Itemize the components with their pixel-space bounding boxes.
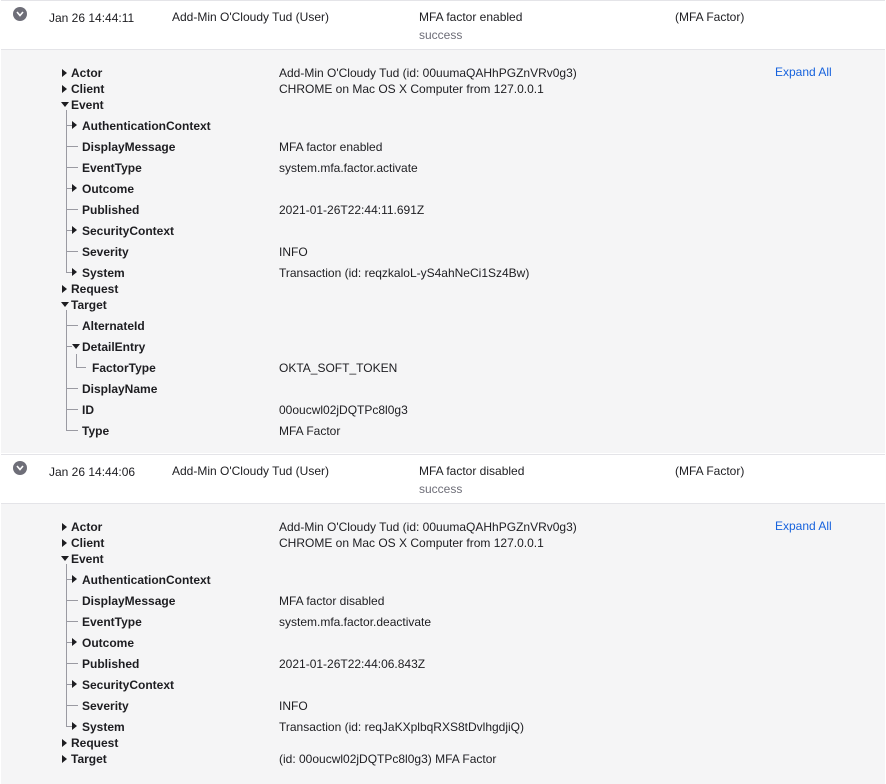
tree-line	[66, 600, 78, 601]
tree-node-display-message: DisplayMessage	[82, 140, 176, 154]
tree-node-system[interactable]: System	[82, 720, 125, 734]
event-row-1[interactable]	[1, 0, 885, 50]
target-id-value: 00oucwl02jDQTPc8l0g3	[279, 403, 408, 417]
tree-node-event-type: EventType	[82, 161, 142, 175]
tree-node-security-context[interactable]: SecurityContext	[82, 224, 175, 238]
triangle-down-icon[interactable]	[72, 344, 80, 349]
event-message: MFA factor enabled	[419, 10, 523, 24]
event-target: (MFA Factor)	[675, 464, 745, 478]
tree-line	[66, 251, 78, 252]
event-row-2[interactable]	[1, 454, 885, 504]
triangle-right-icon[interactable]	[72, 184, 77, 192]
tree-line	[66, 167, 78, 168]
tree-line	[76, 367, 86, 368]
expand-all-link[interactable]: Expand All	[775, 519, 832, 533]
tree-node-authentication-context[interactable]: AuthenticationContext	[82, 119, 211, 133]
event-time: Jan 26 14:44:11	[49, 11, 135, 25]
tree-node-event-type: EventType	[82, 615, 142, 629]
triangle-right-icon[interactable]	[72, 575, 77, 583]
tree-node-client[interactable]: Client	[71, 536, 105, 550]
triangle-right-icon[interactable]	[72, 680, 77, 688]
tree-node-event[interactable]: Event	[71, 552, 104, 566]
actor-value: Add-Min O'Cloudy Tud (id: 00uumaQAHhPGZnVRv0g3)	[279, 66, 577, 80]
tree-node-id: ID	[82, 403, 94, 417]
tree-node-outcome[interactable]: Outcome	[82, 636, 135, 650]
tree-node-target[interactable]: Target	[71, 752, 107, 766]
actor-value: Add-Min O'Cloudy Tud (id: 00uumaQAHhPGZnVRv0g3)	[279, 520, 577, 534]
published-value: 2021-01-26T22:44:06.843Z	[279, 657, 426, 671]
tree-line	[66, 663, 78, 664]
tree-node-severity: Severity	[82, 699, 129, 713]
triangle-right-icon[interactable]	[62, 285, 67, 293]
event-time: Jan 26 14:44:06	[49, 465, 136, 479]
triangle-right-icon[interactable]	[62, 539, 67, 547]
triangle-right-icon[interactable]	[62, 523, 67, 531]
triangle-right-icon[interactable]	[72, 121, 77, 129]
factor-type-value: OKTA_SOFT_TOKEN	[279, 361, 398, 375]
triangle-right-icon[interactable]	[62, 69, 67, 77]
tree-line	[66, 388, 78, 389]
tree-node-outcome[interactable]: Outcome	[82, 182, 135, 196]
event-status: success	[419, 482, 463, 496]
tree-node-alternate-id: AlternateId	[82, 319, 145, 333]
tree-node-type: Type	[82, 424, 110, 438]
triangle-down-icon[interactable]	[61, 556, 69, 561]
tree-line	[66, 209, 78, 210]
tree-line	[66, 325, 78, 326]
tree-line	[76, 354, 77, 368]
event-actor: Add-Min O'Cloudy Tud (User)	[172, 464, 330, 478]
display-message-value: MFA factor enabled	[279, 140, 383, 154]
tree-line	[66, 146, 78, 147]
system-value: Transaction (id: reqJaKXplbqRXS8tDvlhgdjiQ)	[279, 720, 524, 734]
triangle-right-icon[interactable]	[62, 85, 67, 93]
triangle-down-icon[interactable]	[61, 102, 69, 107]
display-message-value: MFA factor disabled	[279, 594, 385, 608]
tree-line	[66, 409, 78, 410]
event-status: success	[419, 28, 463, 42]
tree-line	[66, 564, 67, 727]
tree-node-actor[interactable]: Actor	[71, 66, 103, 80]
tree-node-client[interactable]: Client	[71, 82, 105, 96]
tree-node-published: Published	[82, 657, 140, 671]
tree-node-factor-type: FactorType	[92, 361, 156, 375]
target-summary-value: (id: 00oucwl02jDQTPc8l0g3) MFA Factor	[279, 752, 497, 766]
chevron-down-icon[interactable]	[13, 7, 27, 21]
tree-node-detail-entry[interactable]: DetailEntry	[82, 340, 146, 354]
tree-node-display-message: DisplayMessage	[82, 594, 176, 608]
event-target: (MFA Factor)	[675, 10, 745, 24]
tree-node-display-name: DisplayName	[82, 382, 158, 396]
triangle-right-icon[interactable]	[72, 722, 77, 730]
published-value: 2021-01-26T22:44:11.691Z	[279, 203, 425, 217]
event-actor: Add-Min O'Cloudy Tud (User)	[172, 10, 330, 24]
chevron-down-icon[interactable]	[13, 461, 27, 475]
tree-line	[66, 621, 78, 622]
tree-node-request[interactable]: Request	[71, 736, 119, 750]
tree-line	[66, 310, 67, 431]
triangle-right-icon[interactable]	[72, 268, 77, 276]
triangle-right-icon[interactable]	[62, 755, 67, 763]
triangle-right-icon[interactable]	[62, 739, 67, 747]
triangle-right-icon[interactable]	[72, 638, 77, 646]
system-value: Transaction (id: reqzkaloL-yS4ahNeCi1Sz4Bw)	[279, 266, 530, 280]
expand-all-link[interactable]: Expand All	[775, 65, 832, 79]
triangle-right-icon[interactable]	[72, 226, 77, 234]
tree-node-security-context[interactable]: SecurityContext	[82, 678, 175, 692]
tree-node-published: Published	[82, 203, 140, 217]
tree-node-event[interactable]: Event	[71, 98, 104, 112]
tree-node-actor[interactable]: Actor	[71, 520, 103, 534]
tree-node-authentication-context[interactable]: AuthenticationContext	[82, 573, 211, 587]
event-type-value: system.mfa.factor.activate	[279, 161, 418, 175]
tree-line	[66, 430, 78, 431]
tree-node-target[interactable]: Target	[71, 298, 107, 312]
severity-value: INFO	[279, 245, 308, 259]
client-value: CHROME on Mac OS X Computer from 127.0.0.1	[279, 82, 544, 96]
target-type-value: MFA Factor	[279, 424, 341, 438]
event-type-value: system.mfa.factor.deactivate	[279, 615, 432, 629]
event-message: MFA factor disabled	[419, 464, 525, 478]
tree-node-system[interactable]: System	[82, 266, 125, 280]
severity-value: INFO	[279, 699, 308, 713]
triangle-down-icon[interactable]	[61, 302, 69, 307]
tree-node-request[interactable]: Request	[71, 282, 119, 296]
tree-line	[66, 705, 78, 706]
client-value: CHROME on Mac OS X Computer from 127.0.0.1	[279, 536, 544, 550]
tree-node-severity: Severity	[82, 245, 129, 259]
tree-line	[66, 110, 67, 273]
